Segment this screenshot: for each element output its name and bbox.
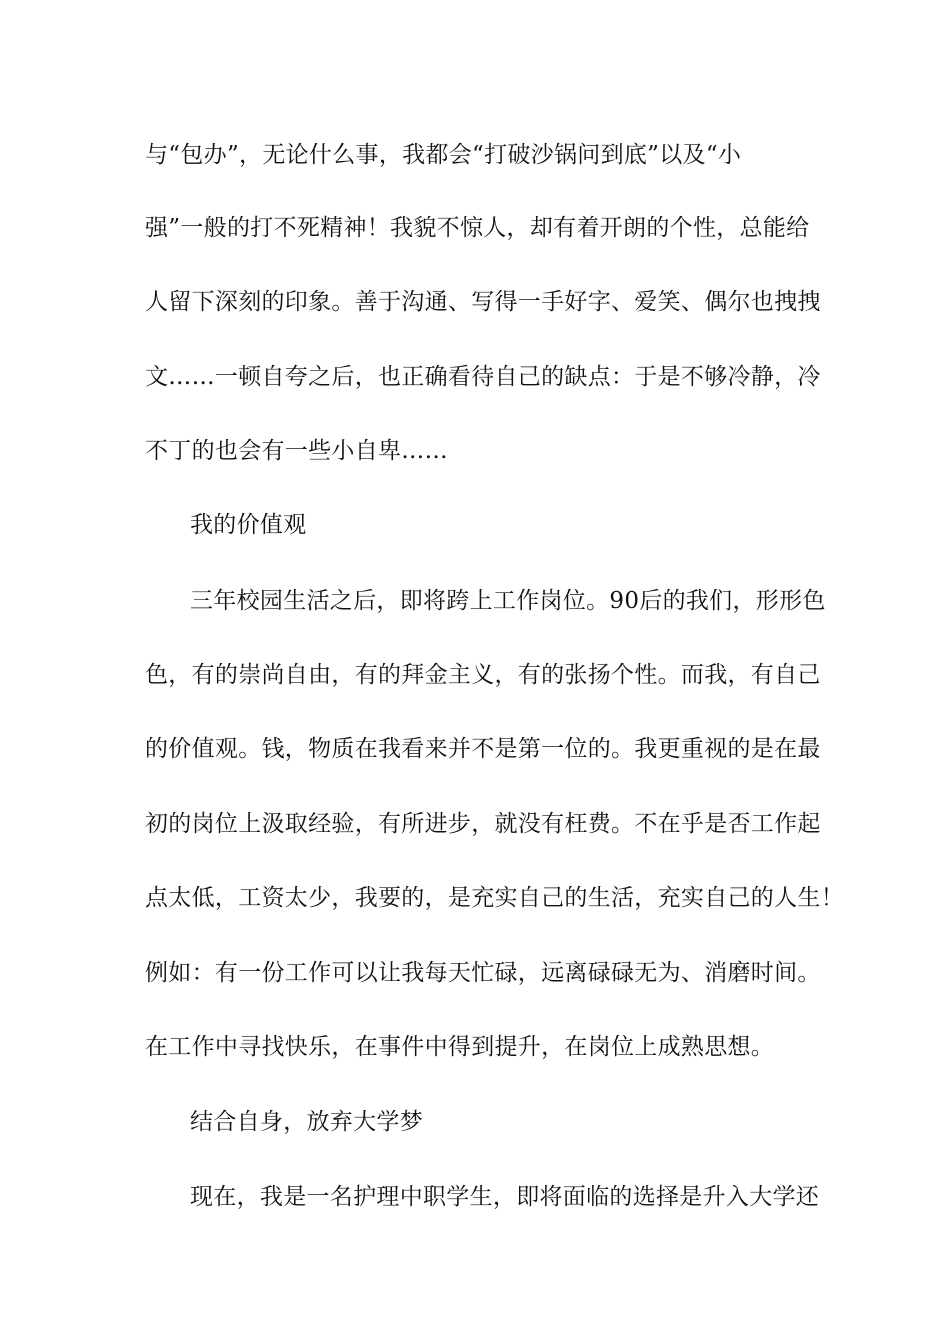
- paragraph-line: 与“包办”，无论什么事，我都会“打破沙锅问到底”以及“小: [145, 142, 742, 168]
- paragraph-line: 不丁的也会有一些小自卑……: [145, 438, 448, 464]
- paragraph-line: 点太低，工资太少，我要的，是充实自己的生活，充实自己的人生！: [145, 885, 844, 911]
- paragraph-line: 现在，我是一名护理中职学生，即将面临的选择是升入大学还: [190, 1184, 820, 1210]
- paragraph-line: 例如：有一份工作可以让我每天忙碌，远离碌碌无为、消磨时间。: [145, 960, 821, 986]
- paragraph-line: 文……一顿自夸之后，也正确看待自己的缺点：于是不够冷静，冷: [145, 364, 821, 390]
- paragraph-line: 初的岗位上汲取经验，有所进步，就没有枉费。不在乎是否工作起: [145, 811, 821, 837]
- paragraph-line: 三年校园生活之后，即将跨上工作岗位。90后的我们，形形色: [190, 588, 826, 614]
- paragraph-line: 色，有的崇尚自由，有的拜金主义，有的张扬个性。而我，有自己: [145, 662, 821, 688]
- paragraph-line: 在工作中寻找快乐，在事件中得到提升，在岗位上成熟思想。: [145, 1034, 775, 1060]
- section-heading: 结合自身，放弃大学梦: [190, 1109, 423, 1135]
- paragraph-line: 的价值观。钱，物质在我看来并不是第一位的。我更重视的是在最: [145, 736, 821, 762]
- paragraph-line: 强”一般的打不死精神！我貌不惊人，却有着开朗的个性，总能给: [145, 215, 810, 241]
- section-heading: 我的价值观: [190, 512, 307, 538]
- paragraph-line: 人留下深刻的印象。善于沟通、写得一手好字、爱笑、偶尔也拽拽: [145, 289, 821, 315]
